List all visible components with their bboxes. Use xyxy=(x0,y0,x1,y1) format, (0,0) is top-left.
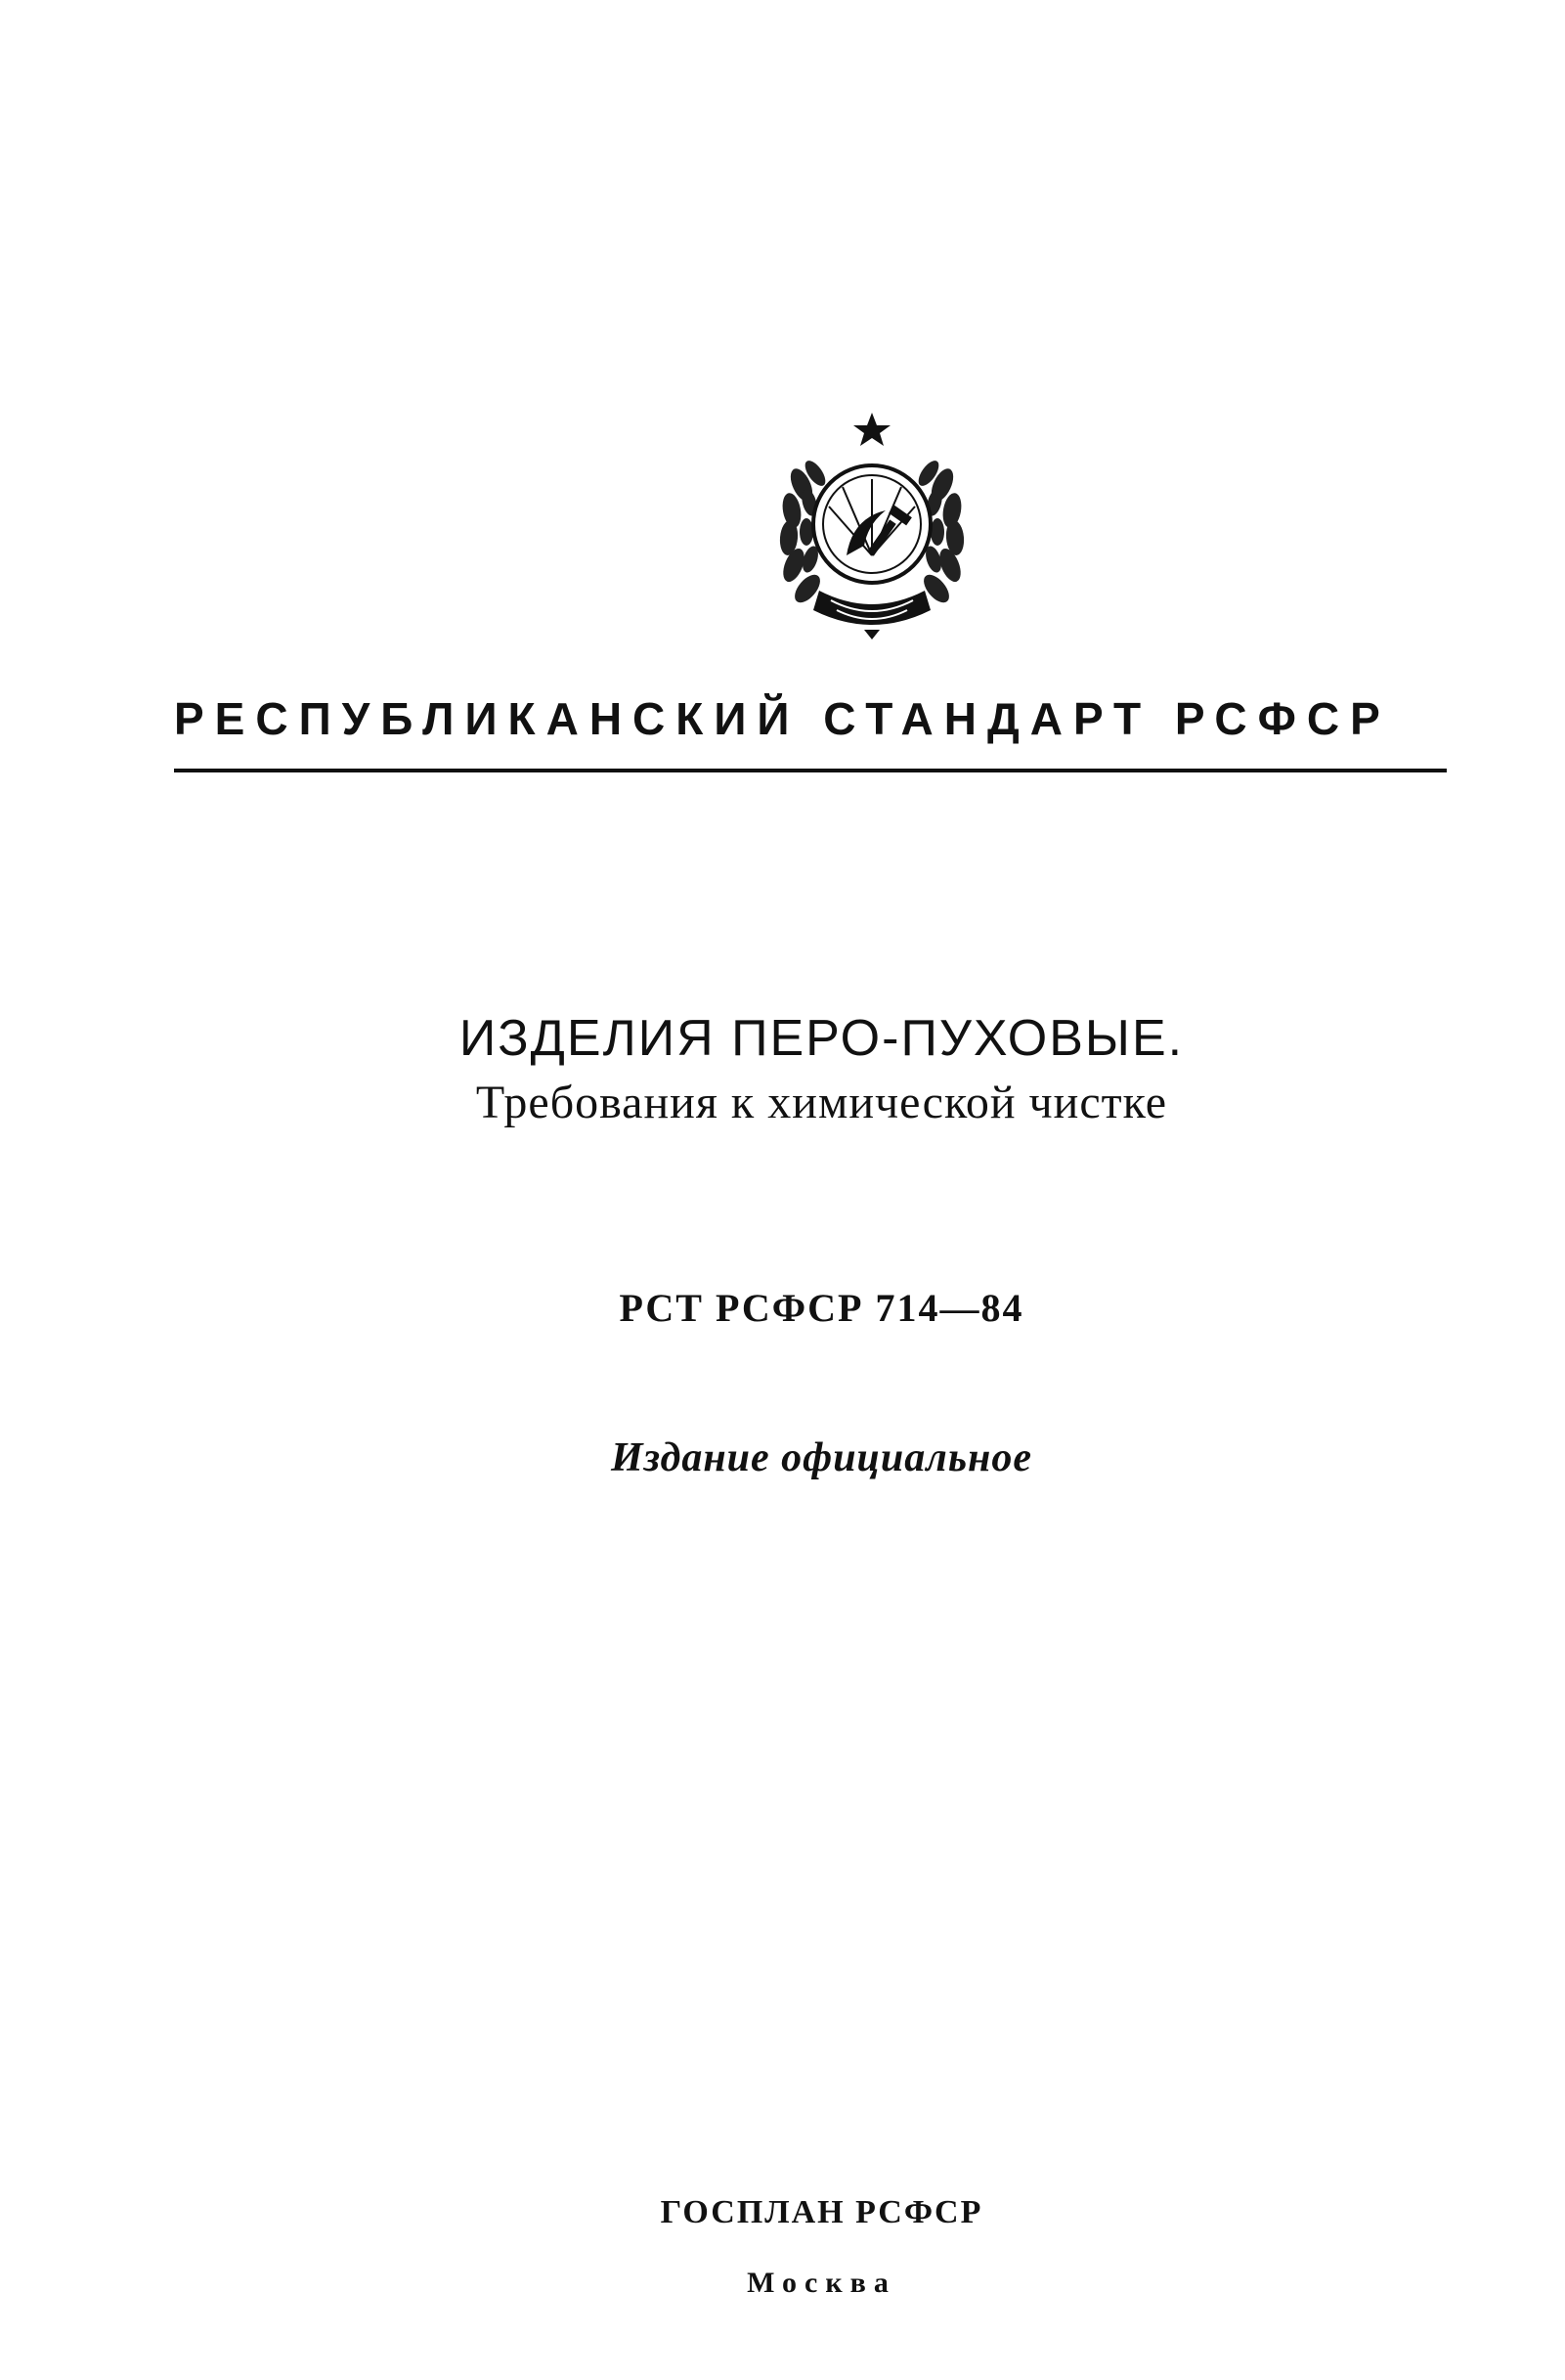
rsfsr-emblem xyxy=(759,409,985,643)
coat-of-arms-icon xyxy=(759,409,985,643)
edition-note: Издание официальное xyxy=(610,1435,1032,1480)
standard-code: РСТ РСФСР 714—84 xyxy=(619,1286,1024,1330)
heading-divider xyxy=(174,769,1447,772)
document-subtitle: Требования к химической чистке xyxy=(475,1077,1168,1128)
document-title: ИЗДЕЛИЯ ПЕРО-ПУХОВЫЕ. xyxy=(458,1010,1185,1067)
standard-series-heading: РЕСПУБЛИКАНСКИЙ СТАНДАРТ РСФСР xyxy=(174,693,1391,744)
publication-city: Москва xyxy=(747,2267,896,2299)
publisher-name: ГОСПЛАН РСФСР xyxy=(660,2194,983,2230)
